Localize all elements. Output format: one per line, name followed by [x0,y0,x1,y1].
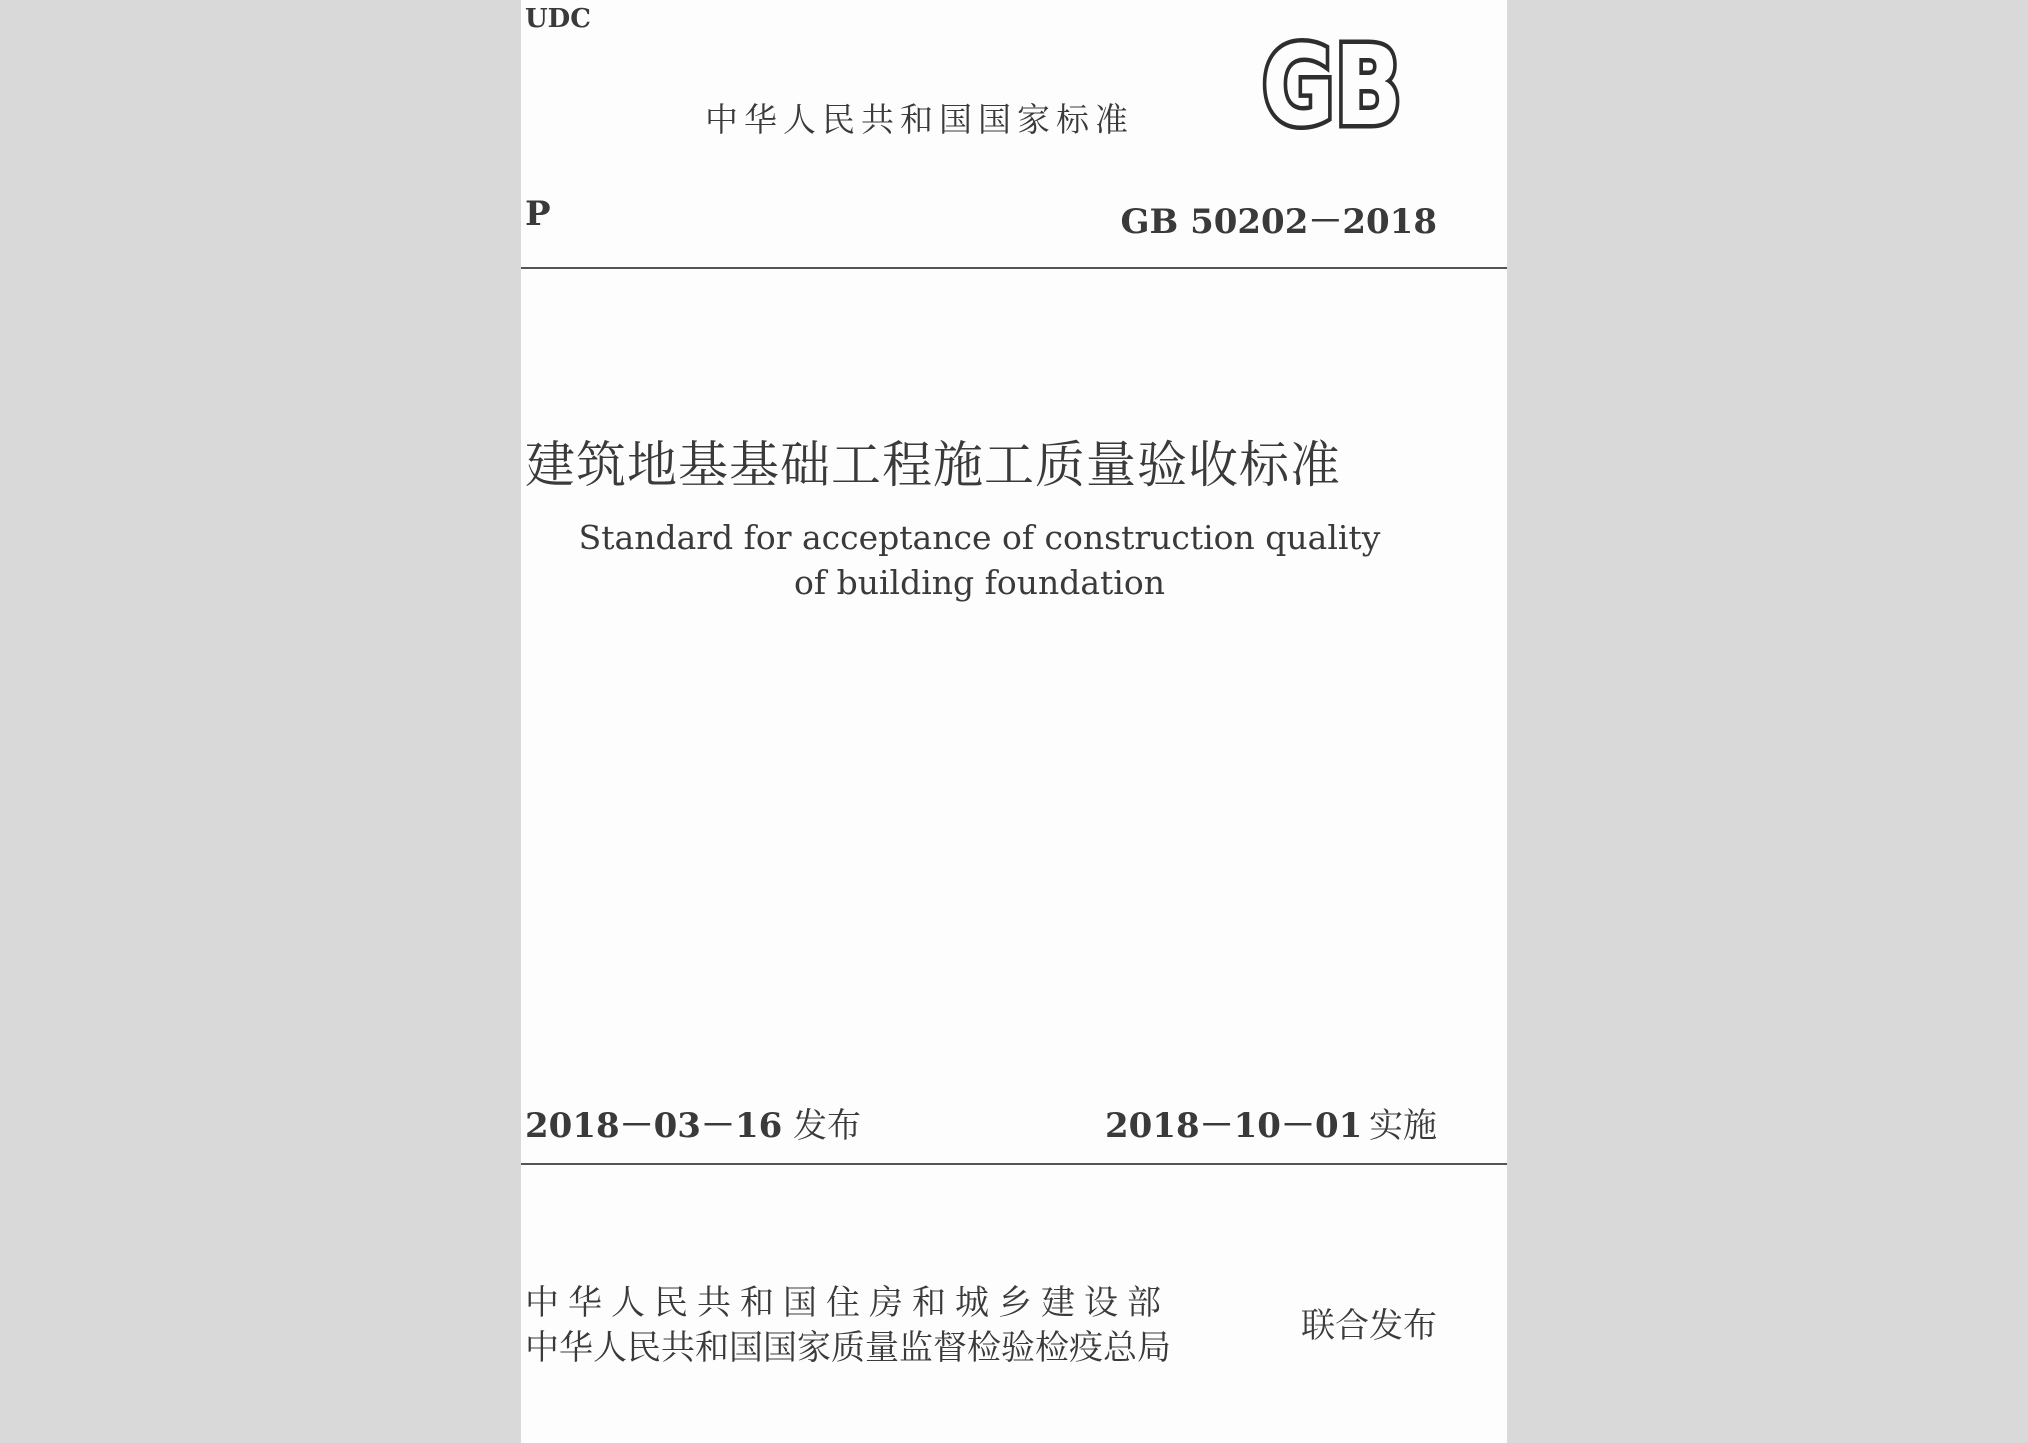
issue-date: 2018－03－16 [525,1106,783,1146]
national-standard-label: 中华人民共和国国家标准 [705,100,1134,139]
gb-logo-icon [1259,22,1405,150]
joint-publish-label: 联合发布 [1301,1306,1437,1346]
implement-label: 实施 [1369,1106,1437,1146]
classification-code: P [525,194,551,234]
standard-cover-page [521,0,1507,1443]
udc-label: UDC [525,4,591,34]
publisher-line-1: 中华人民共和国住房和城乡建设部 [525,1283,1170,1323]
standard-number: GB 50202－2018 [1120,202,1437,242]
english-title-line-1: Standard for acceptance of construction quality [578,518,1381,557]
top-divider [521,267,1507,269]
gb-logo-text: GB [1262,22,1402,150]
english-title-line-2: of building foundation [794,563,1165,602]
bottom-divider [521,1163,1507,1165]
chinese-title: 建筑地基基础工程施工质量验收标准 [525,436,1341,494]
issue-label: 发布 [793,1106,861,1146]
publisher-line-2: 中华人民共和国国家质量监督检验检疫总局 [525,1328,1171,1368]
implement-date: 2018－10－01 [1105,1106,1363,1146]
